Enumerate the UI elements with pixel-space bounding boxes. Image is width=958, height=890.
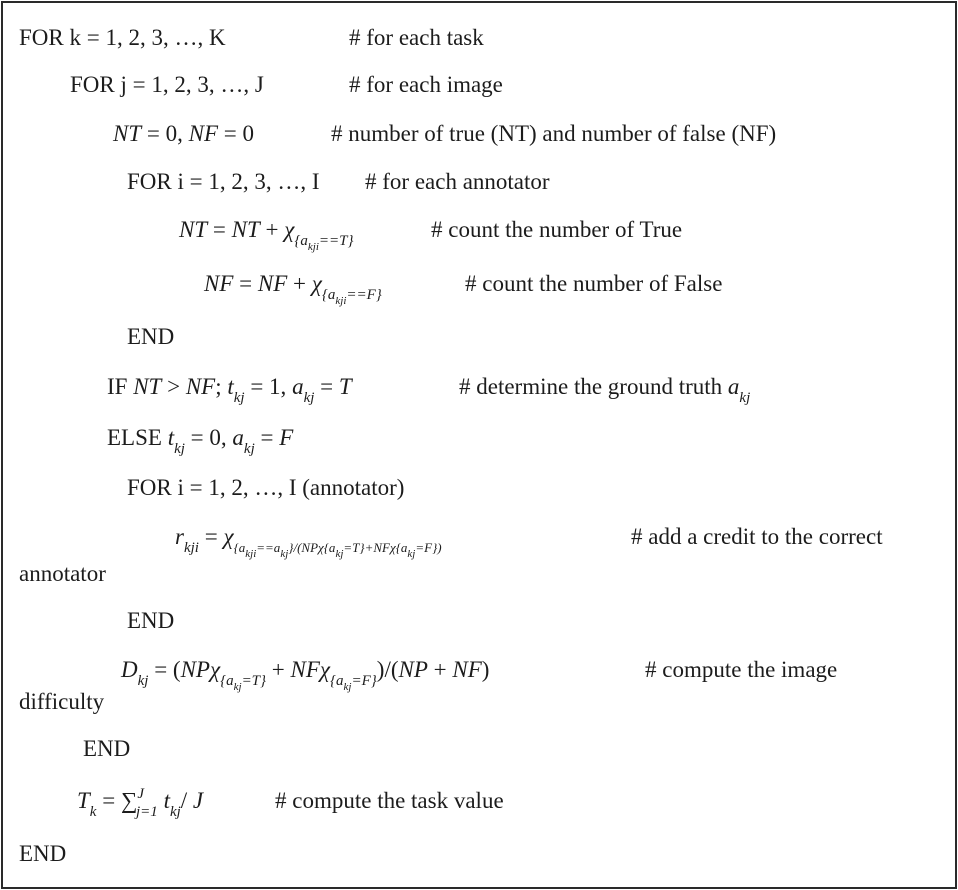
loop-j-comment: # for each image <box>349 72 503 97</box>
credit-line: $r_{kji} = \chi_{\{a_{kji}==a_{kj}\}/(NP\chi\{a_{kj}=T\}+NF\chi\{a_{kj}=F\})}$ <box>175 524 442 560</box>
ground-truth-comment: # determine the ground truth $a_{kj}$ <box>459 374 751 406</box>
loop-k-code: FOR k = 1, 2, 3, …, K <box>19 25 226 50</box>
count-true-line: NT = NT + $\chi_{\{a_{kji}==T\}}$ <box>179 217 354 253</box>
loop-i-comment: # for each annotator <box>365 169 550 194</box>
if-majority-line: IF NT > NF; $t_{kj} = 1$, $a_{kj} = T$ <box>107 374 352 406</box>
loop-annotator-code: FOR i = 1, 2, …, I (annotator) <box>127 475 405 500</box>
init-counts-line: NT = 0, NF = 0 <box>113 121 254 146</box>
difficulty-line: $D_{kj} = (NP\chi_{\{a_{kj}=T\}} + NF\chi_{\{a_{kj}=F\}})/(NP + NF)$ <box>121 657 490 693</box>
difficulty-comment-wrap: difficulty <box>19 689 105 714</box>
count-false-comment: # count the number of False <box>465 271 723 296</box>
task-value-comment: # compute the task value <box>275 788 504 813</box>
end-annotator-loop: END <box>127 608 175 633</box>
end-image-loop: END <box>83 736 131 761</box>
loop-j-code: FOR j = 1, 2, 3, …, J <box>70 72 264 97</box>
loop-k-line <box>19 25 226 51</box>
end-task-loop: END <box>19 841 67 866</box>
task-value-line: $T_k = \sum^J_{j=1}$ $t_{kj}/$ J <box>77 786 204 820</box>
count-true-comment: # count the number of True <box>431 217 683 242</box>
count-false-line: NF = NF + $\chi_{\{a_{kji}==F\}}$ <box>204 271 382 307</box>
credit-comment: # add a credit to the correct <box>631 524 883 549</box>
difficulty-comment: # compute the image <box>645 657 838 682</box>
loop-k-comment: # for each task <box>349 25 484 50</box>
init-counts-comment: # number of true (NT) and number of false (NF) <box>331 121 777 146</box>
credit-comment-wrap: annotator <box>19 561 106 586</box>
loop-i-code: FOR i = 1, 2, 3, …, I <box>127 169 320 194</box>
else-line: ELSE $t_{kj} = 0$, $a_{kj} = F$ <box>107 425 294 457</box>
algorithm-box <box>1 1 957 889</box>
end-inner-loop: END <box>127 324 175 349</box>
